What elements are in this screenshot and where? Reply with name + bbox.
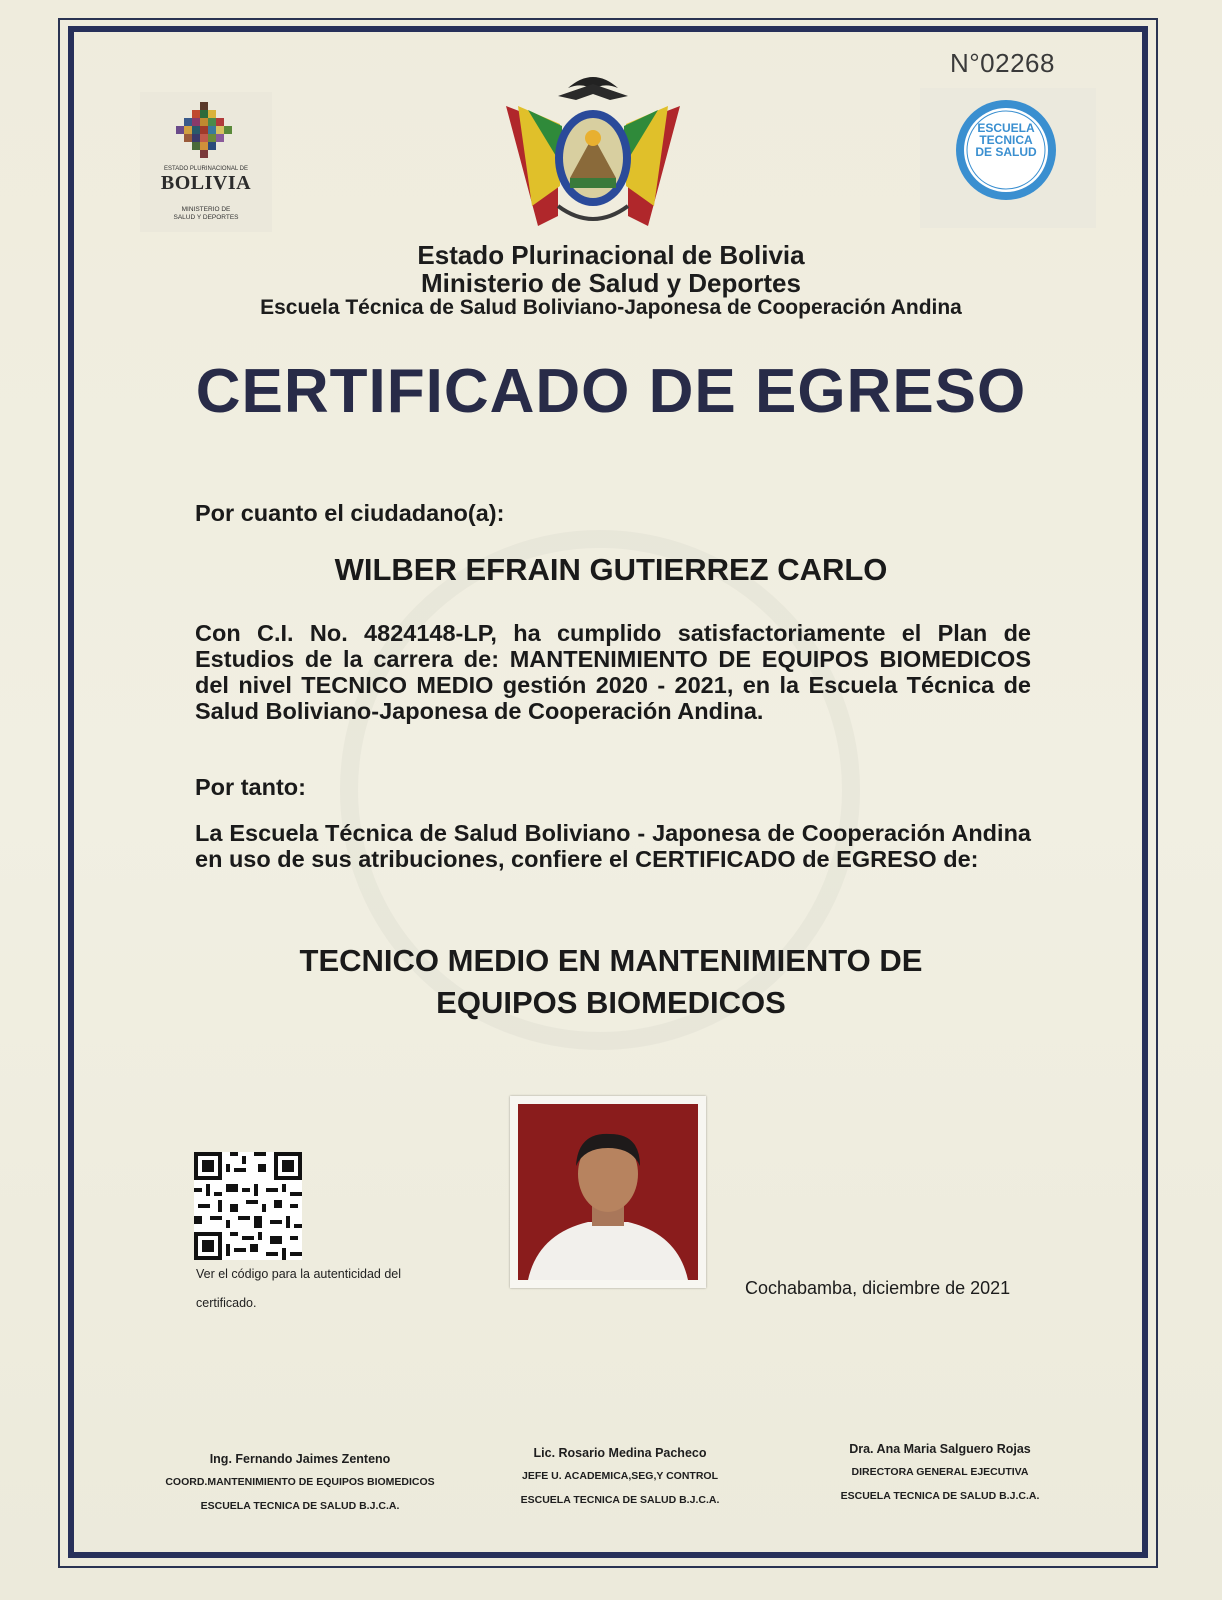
signatory-name: Dra. Ana Maria Salguero Rojas xyxy=(849,1442,1031,1456)
signatory-school: ESCUELA TECNICA DE SALUD B.J.C.A. xyxy=(520,1494,720,1506)
mosaic-icon xyxy=(176,100,236,162)
coat-of-arms-icon xyxy=(498,66,688,232)
header-line-1: Estado Plurinacional de Bolivia xyxy=(417,240,805,270)
ministry-logo xyxy=(140,92,272,232)
signature-block-3 xyxy=(790,1442,1090,1502)
signature-block-1 xyxy=(140,1452,460,1512)
place-and-date: Cochabamba, diciembre de 2021 xyxy=(745,1278,1011,1298)
header-line-2: Ministerio de Salud y Deportes xyxy=(421,268,801,298)
signatory-name: Ing. Fernando Jaimes Zenteno xyxy=(209,1452,391,1466)
recipient-photo xyxy=(518,1104,698,1280)
signatory-role: DIRECTORA GENERAL EJECUTIVA xyxy=(851,1466,1029,1478)
qr-code-icon[interactable] xyxy=(194,1152,302,1260)
degree-title xyxy=(0,940,1222,1024)
signatory-school: ESCUELA TECNICA DE SALUD B.J.C.A. xyxy=(840,1490,1040,1502)
ministry-logo-bottom-text: MINISTERIO DE SALUD Y DEPORTES xyxy=(173,206,239,221)
signatory-role: COORD.MANTENIMIENTO DE EQUIPOS BIOMEDICOS xyxy=(165,1476,435,1488)
certificate-title: CERTIFICADO DE EGRESO xyxy=(195,357,1027,426)
therefore-text: Por tanto: xyxy=(195,774,306,800)
header-line-3: Escuela Técnica de Salud Boliviano-Japonesa de Cooperación Andina xyxy=(260,296,962,319)
signature-block-2 xyxy=(480,1446,760,1506)
degree-line-2: EQUIPOS BIOMEDICOS xyxy=(436,985,786,1020)
photo-frame xyxy=(510,1096,706,1288)
body-text: Con C.I. No. 4824148-LP, ha cumplido satisfactoriamente el Plan de Estudios de la carrera de: MANTENIMIENTO DE EQUIPOS BIOMEDICOS del nivel TECNICO MEDIO gestión 2020 - 2021, en la Escuela Técnica de Salud Boliviano-Japonesa de Cooperación Andina. xyxy=(195,620,1031,724)
conferral-text: La Escuela Técnica de Salud Boliviano - Japonesa de Cooperación Andina en uso de sus atribuciones, confiere el CERTIFICADO de EGRESO de: xyxy=(195,820,1031,872)
school-seal-text: ESCUELA TECNICA DE SALUD xyxy=(975,121,1037,159)
signatory-school: ESCUELA TECNICA DE SALUD B.J.C.A. xyxy=(200,1500,400,1512)
ministry-logo-top-text: ESTADO PLURINACIONAL DE xyxy=(163,166,249,172)
signatory-name: Lic. Rosario Medina Pacheco xyxy=(533,1446,707,1460)
lead-text: Por cuanto el ciudadano(a): xyxy=(195,500,505,526)
signatory-role: JEFE U. ACADEMICA,SEG,Y CONTROL xyxy=(521,1470,719,1482)
serial-number: N°02268 xyxy=(950,48,1055,78)
degree-line-1: TECNICO MEDIO EN MANTENIMIENTO DE xyxy=(299,943,923,978)
recipient-name: WILBER EFRAIN GUTIERREZ CARLO xyxy=(334,552,888,587)
qr-caption: Ver el código para la autenticidad del certificado. xyxy=(196,1267,402,1310)
ministry-logo-word: BOLIVIA xyxy=(160,172,252,194)
